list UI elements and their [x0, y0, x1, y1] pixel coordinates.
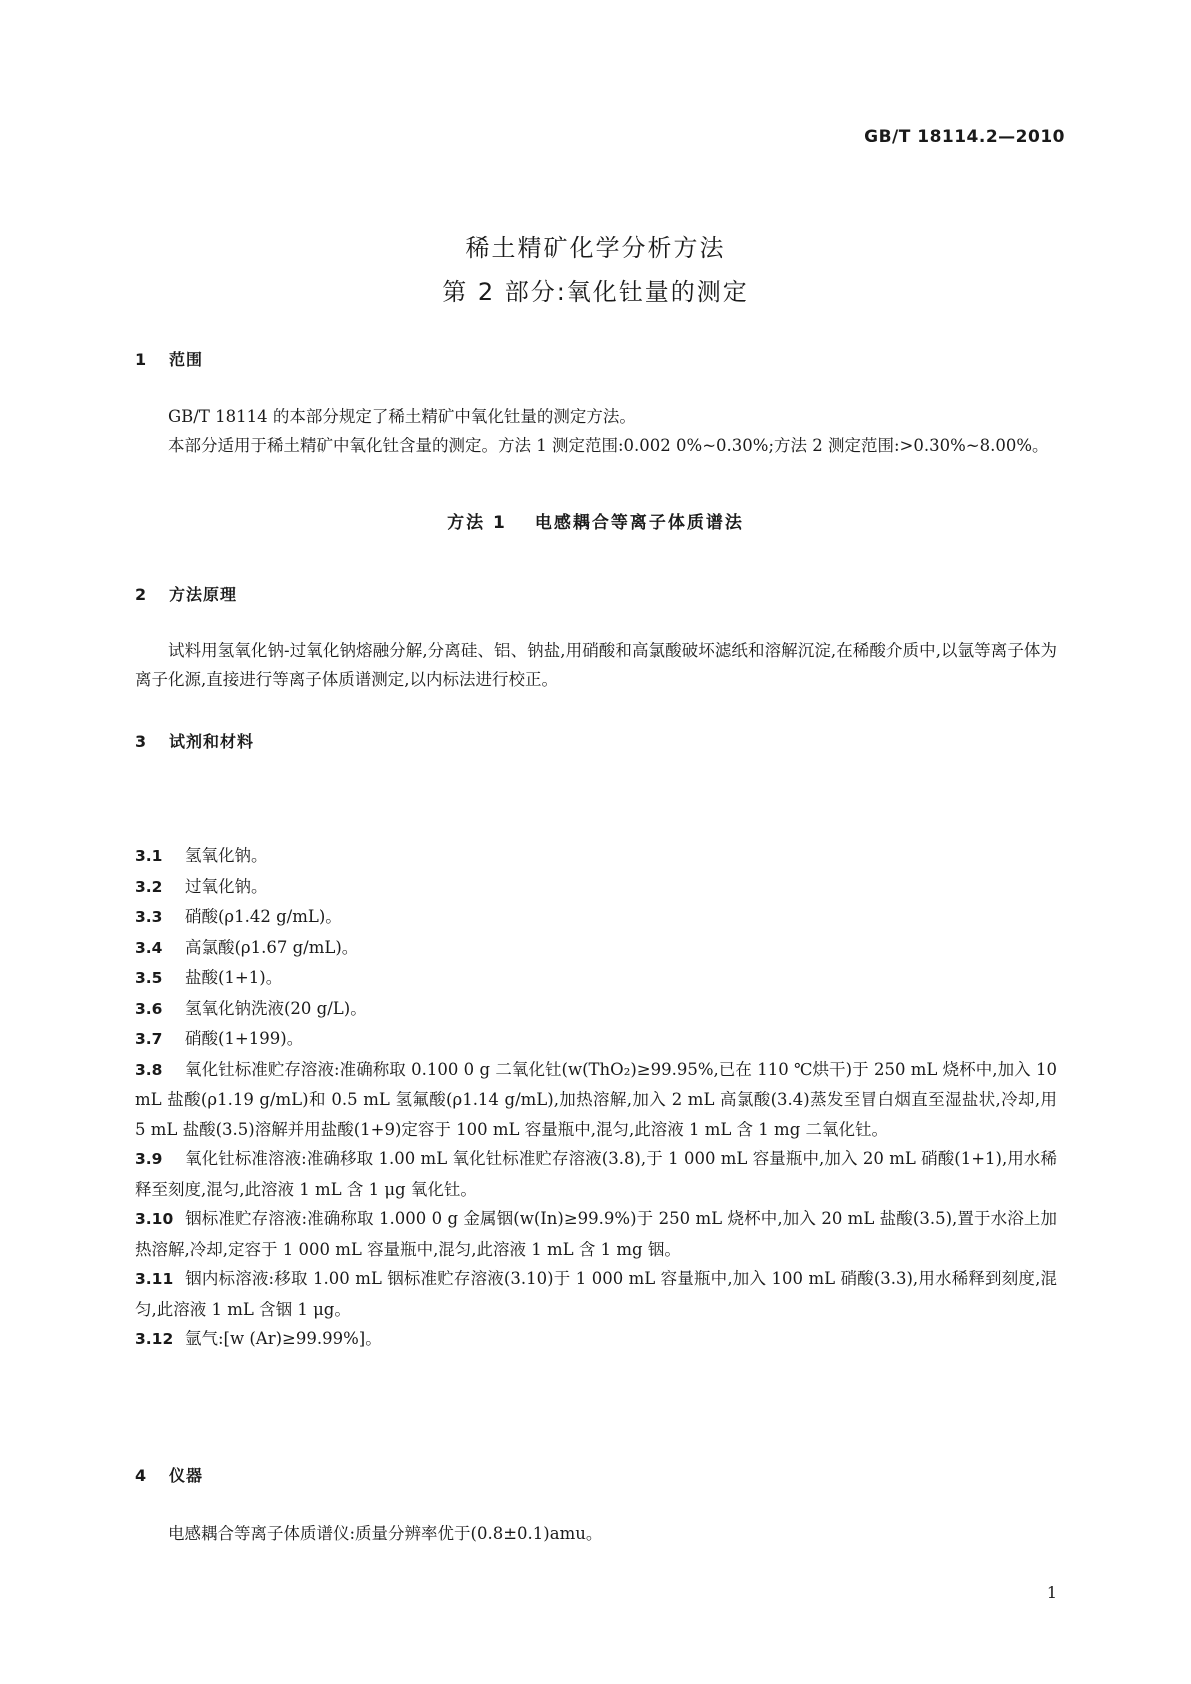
- list-item: [135, 963, 1057, 994]
- item-text: 硝酸(ρ1.42 g/mL)。: [185, 907, 342, 926]
- item-number: 3.9: [135, 1150, 163, 1168]
- section-3-heading: [135, 729, 254, 752]
- item-number: 3.4: [135, 938, 163, 957]
- section-4-paragraph: 电感耦合等离子体质谱仪:质量分辨率优于(0.8±0.1)amu。: [168, 1524, 603, 1543]
- item-number: 3.12: [135, 1330, 174, 1348]
- method-1-name: 电感耦合等离子体质谱法: [534, 513, 744, 533]
- item-text: 高氯酸(ρ1.67 g/mL)。: [185, 937, 359, 957]
- section-2-heading: [135, 582, 237, 605]
- item-number: 3.2: [135, 877, 163, 896]
- list-item: [135, 1055, 1057, 1145]
- item-text: 铟标准贮存溶液:准确称取 1.000 0 g 金属铟(w(In)≥99.9%)于 250 mL 烧杯中,加入 20 mL 盐酸(3.5),置于水浴上加热溶解,冷却,定容于 1 000 mL 容量瓶中,混匀,此溶液 1 mL 含 1 mg 铟。: [135, 1209, 1057, 1259]
- item-number: 3.8: [135, 1060, 163, 1079]
- list-item: [135, 1324, 1057, 1355]
- item-text: 氢氧化钠洗液(20 g/L)。: [185, 998, 367, 1018]
- section-1-title: 范围: [169, 350, 204, 369]
- section-2-title: 方法原理: [169, 585, 238, 604]
- list-item: [135, 872, 1057, 903]
- item-text: 氢氧化钠。: [185, 846, 268, 865]
- standard-code: GB/T 18114.2—2010: [864, 127, 1065, 147]
- list-item: [135, 841, 1057, 872]
- section-2-number: 2: [135, 585, 148, 604]
- list-item: [135, 1024, 1057, 1055]
- list-item: [135, 902, 1057, 933]
- item-number: 3.1: [135, 847, 163, 865]
- document-title-line1: 稀土精矿化学分析方法: [465, 234, 726, 262]
- item-text: 过氧化钠。: [185, 876, 268, 896]
- section-3-title: 试剂和材料: [169, 732, 255, 751]
- section-4-number: 4: [135, 1466, 148, 1485]
- list-item: [135, 1204, 1057, 1264]
- section-2-paragraph: 试料用氢氧化钠-过氧化钠熔融分解,分离硅、铝、钠盐,用硝酸和高氯酸破坏滤纸和溶解沉淀,在稀酸介质中,以氩等离子体为离子化源,直接进行等离子体质谱测定,以内标法进行校正。: [135, 641, 1057, 689]
- item-text: 铟内标溶液:移取 1.00 mL 铟标准贮存溶液(3.10)于 1 000 mL 容量瓶中,加入 100 mL 硝酸(3.3),用水稀释到刻度,混匀,此溶液 1 mL 含铟 1 μg。: [135, 1269, 1057, 1319]
- item-text: 盐酸(1+1)。: [185, 968, 283, 987]
- list-item: [135, 1144, 1057, 1204]
- reagent-list: [135, 841, 1057, 1355]
- section-3-number: 3: [135, 732, 148, 751]
- section-1-heading: [135, 347, 203, 370]
- item-text: 氧化钍标准贮存溶液:准确称取 0.100 0 g 二氧化钍(w(ThO₂)≥99.95%,已在 110 ℃烘干)于 250 mL 烧杯中,加入 10 mL 盐酸(ρ1.19 g/mL)和 0.5 mL 氢氟酸(ρ1.14 g/mL),加热溶解,加入 2 mL 高氯酸(3.4)蒸发至冒白烟直至湿盐状,冷却,用 5 mL 盐酸(3.5)溶解并用盐酸(1+9)定容于 100 mL 容量瓶中,混匀,此溶液 1 mL 含 1 mg 二氧化钍。: [135, 1059, 1057, 1139]
- list-item: [135, 933, 1057, 964]
- page-number: 1: [1046, 1583, 1057, 1602]
- section-4-title: 仪器: [169, 1466, 204, 1485]
- item-number: 3.10: [135, 1210, 174, 1228]
- list-item: [135, 1264, 1057, 1324]
- section-4-heading: [135, 1463, 203, 1486]
- section-1-paragraph-1: GB/T 18114 的本部分规定了稀土精矿中氧化钍量的测定方法。: [168, 407, 636, 426]
- item-number: 3.5: [135, 969, 163, 987]
- section-1-number: 1: [135, 350, 148, 369]
- list-item: [135, 994, 1057, 1025]
- section-1-paragraph-2: 本部分适用于稀土精矿中氧化钍含量的测定。方法 1 测定范围:0.002 0%~0.30%;方法 2 测定范围:>0.30%~8.00%。: [168, 436, 1049, 455]
- item-text: 氩气:[w (Ar)≥99.99%]。: [185, 1329, 382, 1348]
- item-number: 3.6: [135, 999, 163, 1018]
- method-1-heading: [0, 508, 1191, 533]
- item-number: 3.3: [135, 908, 163, 926]
- item-text: 硝酸(1+199)。: [185, 1029, 304, 1048]
- document-title-line2: 第 2 部分:氧化钍量的测定: [442, 278, 749, 306]
- item-text: 氧化钍标准溶液:准确移取 1.00 mL 氧化钍标准贮存溶液(3.8),于 1 000 mL 容量瓶中,加入 20 mL 硝酸(1+1),用水稀释至刻度,混匀,此溶液 1 mL 含 1 μg 氧化钍。: [135, 1149, 1057, 1199]
- item-number: 3.7: [135, 1030, 163, 1048]
- method-1-label: 方法 1: [447, 513, 507, 533]
- item-number: 3.11: [135, 1270, 174, 1288]
